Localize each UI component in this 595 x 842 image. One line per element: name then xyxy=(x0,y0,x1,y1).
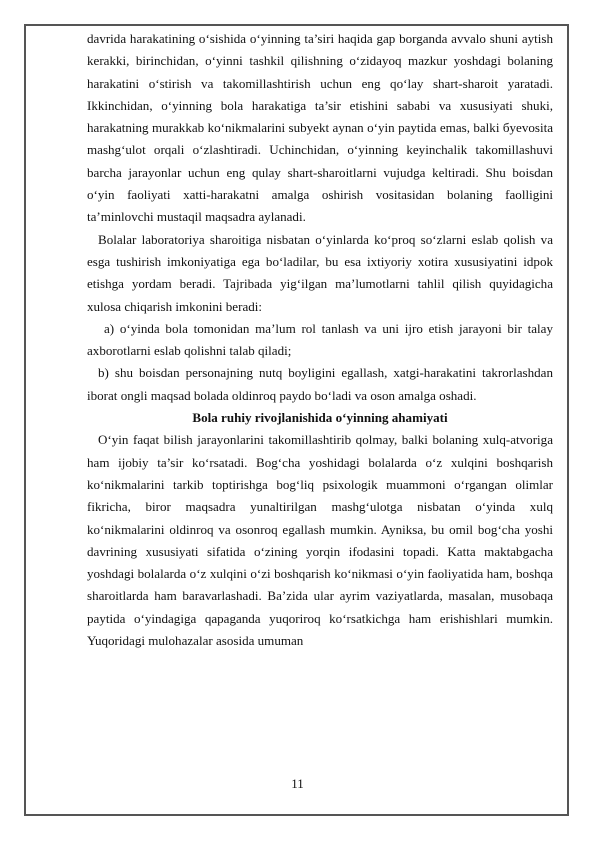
list-item-a: a) o‘yinda bola tomonidan ma’lum rol tanlash va uni ijro etish jarayoni bir talay axborotlarni eslab qolishni talab qiladi; xyxy=(87,320,553,359)
body-paragraph: O‘yin faqat bilish jarayonlarini takomillashtirib qolmay, balki bolaning xulq-atvoriga ham ijobiy ta’sir ko‘rsatadi. Bog‘cha yoshidagi bolalarda o‘z xulqini boshqarish ko‘nikmalarini tarkib toptirishga bog‘liq psixologik muammoni o‘rgangan olimlar fikricha, biror maqsadra yunaltirilgan mashg‘ulotga nisbatan o‘yinda xulq ko‘nikmalarini oldinroq va osonroq egallash mumkin. Ayniksa, bu omil bog‘cha yoshi davrining xususiyati sifatida o‘zining yorqin ifodasini topadi. Katta maktabgacha yoshdagi bolalarda o‘z xulqini o‘zi boshqarish ko‘nikmasi o‘yin faoliyatida ham, boshqa sharoitlarda ham baravarlashadi. Ba’zida ular ayrim vaziyatlarda, masalan, musobaqa paytida o‘yindagiga qapaganda yuqoriroq ko‘rsatkichga ham erishishlari mumkin. Yuqoridagi mulohazalar asosida umuman xyxy=(87,432,553,649)
list-item-b: b) shu boisdan personajning nutq boyligini egallash, xatgi-harakatini takrorlashdan iborat ongli maqsad bolada oldinroq paydo bo‘ladi va oson amalga oshadi. xyxy=(87,365,553,403)
lab-paragraph: Bolalar laboratoriya sharoitiga nisbatan o‘yinlarda ko‘proq so‘zlarni eslab qolish va esga tushirish imkoniyatiga ega bo‘ladilar, bu esa ixtiyoriy xotira xususiyatini idpok etishga yordam beradi. Tajribada yig‘ilgan ma’lumotlarni tahlil qilish quyidagicha xulosa chiqarish imkonini beradi: xyxy=(87,231,553,314)
intro-paragraph: davrida harakatining o‘sishida o‘yinning ta’siri haqida gap borganda avvalo shuni aytish kerakki, birinchidan, o‘yinni tashkil qilishning o‘zidayoq mazkur yoshdagi bolaning harakatini o‘stirish va takomillashtirish uchun eng qo‘lay shart-sharoit yaratadi. Ikkinchidan, o‘yinning bola harakatiga ta’sir etishini sababi va xususiyati shuki, harakatning murakkab ko‘nikmalarini subyekt aynan o‘yin paytida emas, balki бyevosita mashg‘ulot orqali o‘zlashtiradi. Uchinchidan, o‘yinning keyinchalik takomillashuvi barcha jarayonlar uchun eng qulay shart-sharoitlarni vujudga keltiradi. Shu boisdan o‘yin faoliyati xatti-harakatni amalga oshirish vositasidan bolaning faolligini ta’minlovchi mustaqil maqsadra aylanadi. xyxy=(87,31,553,225)
section-heading: Bola ruhiy rivojlanishida o‘yinning ahamiyati xyxy=(192,410,448,426)
page-number: 11 xyxy=(291,776,304,791)
document-body xyxy=(87,28,553,652)
